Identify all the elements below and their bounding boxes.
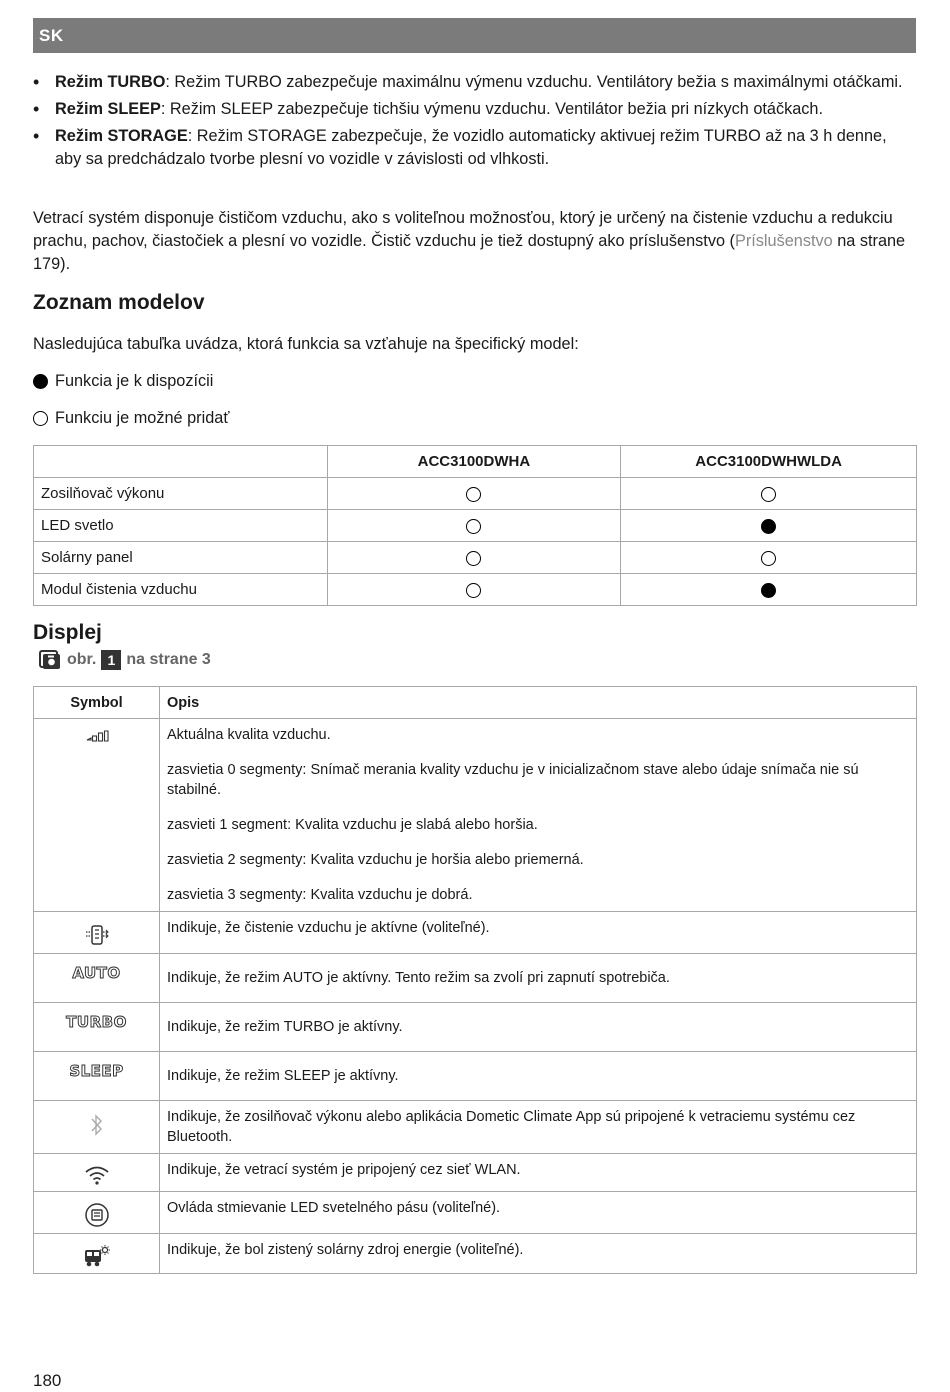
list-item bbox=[33, 98, 916, 121]
description-cell bbox=[160, 1154, 917, 1192]
bullet-term: Režim TURBO bbox=[55, 73, 166, 91]
availability-cell bbox=[327, 574, 621, 606]
filled-circle-icon bbox=[33, 374, 48, 389]
description-cell bbox=[160, 1234, 917, 1274]
symbol-cell bbox=[34, 1101, 160, 1154]
description-text: Indikuje, že čistenie vzduchu je aktívne (voliteľné). bbox=[167, 920, 490, 936]
description-text: zasvietia 0 segmenty: Snímač merania kvality vzduchu je v inicializačnom stave alebo údaje snímača nie sú stabilné. bbox=[167, 762, 859, 798]
description-cell bbox=[160, 954, 917, 1003]
availability-cell bbox=[621, 478, 917, 510]
description-cell bbox=[160, 1101, 917, 1154]
description-cell bbox=[160, 1192, 917, 1234]
table-row bbox=[34, 1003, 917, 1052]
description-text: zasvietia 2 segmenty: Kvalita vzduchu je horšia alebo priemerná. bbox=[167, 852, 584, 868]
symbol-cell bbox=[34, 1003, 160, 1052]
bullet-text: : Režim STORAGE zabezpečuje, že vozidlo automaticky aktivuej režim TURBO až na 3 h denne, aby sa predchádzalo tvorbe plesní vo vozidle v závislosti od vlhkosti. bbox=[55, 127, 887, 168]
table-row bbox=[34, 510, 917, 542]
language-header-bar: SK bbox=[33, 18, 916, 53]
description-text: Indikuje, že režim SLEEP je aktívny. bbox=[167, 1068, 399, 1084]
figure-reference[interactable] bbox=[39, 650, 211, 670]
symbol-cell bbox=[34, 1192, 160, 1234]
table-row bbox=[34, 954, 917, 1003]
availability-cell bbox=[327, 510, 621, 542]
description-text: Indikuje, že bol zistený solárny zdroj energie (voliteľné). bbox=[167, 1242, 524, 1258]
legend-addable bbox=[33, 407, 229, 429]
column-header: Opis bbox=[160, 687, 917, 719]
description-text: zasvieti 1 segment: Kvalita vzduchu je slabá alebo horšia. bbox=[167, 817, 538, 833]
table-row bbox=[34, 1101, 917, 1154]
table-row bbox=[34, 478, 917, 510]
bullet-term: Režim STORAGE bbox=[55, 127, 188, 145]
models-heading: Zoznam modelov bbox=[33, 291, 205, 314]
symbol-cell bbox=[34, 1154, 160, 1192]
feature-label: LED svetlo bbox=[34, 510, 328, 542]
description-text: Aktuálna kvalita vzduchu. bbox=[167, 727, 331, 743]
figure-suffix: na strane 3 bbox=[126, 651, 211, 668]
description-text: zasvietia 3 segmenty: Kvalita vzduchu je dobrá. bbox=[167, 887, 473, 903]
description-cell bbox=[160, 912, 917, 954]
figure-prefix: obr. bbox=[67, 651, 97, 668]
figure-number: 1 bbox=[101, 650, 121, 670]
models-description: Nasledujúca tabuľka uvádza, ktorá funkcia sa vzťahuje na špecifický model: bbox=[33, 335, 579, 353]
legend-available-label: Funkcia je k dispozícii bbox=[55, 372, 214, 390]
description-text: Indikuje, že zosilňovač výkonu alebo aplikácia Dometic Climate App sú pripojené k vetraciemu systému cez Bluetooth. bbox=[167, 1109, 856, 1145]
list-item bbox=[33, 125, 916, 171]
empty-circle-icon bbox=[466, 583, 481, 598]
camera-icon bbox=[39, 650, 61, 670]
description-cell bbox=[160, 1052, 917, 1101]
filled-circle-icon bbox=[761, 519, 776, 534]
air-quality-icon bbox=[85, 731, 109, 747]
feature-label: Solárny panel bbox=[34, 542, 328, 574]
mode-bullet-list bbox=[33, 71, 916, 175]
auto-mode-icon: AUTO bbox=[72, 964, 121, 982]
empty-circle-icon bbox=[466, 551, 481, 566]
bullet-text: : Režim SLEEP zabezpečuje tichšiu výmenu vzduchu. Ventilátor bežia pri nízkych otáčkach. bbox=[160, 100, 824, 118]
bullet-term: Režim SLEEP bbox=[55, 100, 161, 118]
empty-circle-icon bbox=[466, 487, 481, 502]
table-row bbox=[34, 1192, 917, 1234]
list-item bbox=[33, 71, 916, 94]
table-header-row bbox=[34, 446, 917, 478]
wifi-icon bbox=[84, 1174, 110, 1190]
column-header bbox=[34, 446, 328, 478]
symbol-cell bbox=[34, 1234, 160, 1274]
intro-paragraph bbox=[33, 207, 916, 276]
intro-text-end: na strane 179). bbox=[33, 232, 906, 273]
empty-circle-icon bbox=[466, 519, 481, 534]
description-text: Ovláda stmievanie LED svetelného pásu (voliteľné). bbox=[167, 1200, 501, 1216]
bluetooth-icon bbox=[89, 1127, 105, 1143]
symbol-cell bbox=[34, 1052, 160, 1101]
legend-addable-label: Funkciu je možné pridať bbox=[55, 409, 230, 427]
table-row bbox=[34, 719, 917, 912]
turbo-mode-icon: TURBO bbox=[66, 1013, 127, 1031]
intro-text: Vetrací systém disponuje čističom vzduchu, ako s voliteľnou možnosťou, ktorý je určený na čistenie vzduchu a redukciu prachu, pachov, čiastočiek a plesní vo vozidle. Čistič vzduchu je tiež dostupný ako príslušenstvo ( bbox=[33, 209, 893, 250]
accessories-link[interactable]: Príslušenstvo bbox=[734, 232, 833, 250]
feature-label: Zosilňovač výkonu bbox=[34, 478, 328, 510]
legend-available bbox=[33, 370, 213, 392]
empty-circle-icon bbox=[761, 487, 776, 502]
table-row bbox=[34, 574, 917, 606]
table-row bbox=[34, 1154, 917, 1192]
led-dimming-icon bbox=[84, 1216, 110, 1232]
display-table bbox=[33, 686, 917, 1274]
filled-circle-icon bbox=[761, 583, 776, 598]
models-table bbox=[33, 445, 917, 606]
column-header: Symbol bbox=[34, 687, 160, 719]
page-number: 180 bbox=[33, 1371, 62, 1390]
availability-cell bbox=[327, 478, 621, 510]
display-heading: Displej bbox=[33, 621, 102, 644]
availability-cell bbox=[621, 510, 917, 542]
symbol-cell bbox=[34, 719, 160, 912]
table-header-row bbox=[34, 687, 917, 719]
table-row bbox=[34, 542, 917, 574]
symbol-cell bbox=[34, 954, 160, 1003]
air-purification-icon bbox=[84, 936, 110, 952]
table-row bbox=[34, 1234, 917, 1274]
empty-circle-icon bbox=[33, 411, 48, 426]
table-row bbox=[34, 1052, 917, 1101]
column-header: ACC3100DWHWLDA bbox=[621, 446, 917, 478]
availability-cell bbox=[327, 542, 621, 574]
availability-cell bbox=[621, 574, 917, 606]
symbol-cell bbox=[34, 912, 160, 954]
table-row bbox=[34, 912, 917, 954]
empty-circle-icon bbox=[761, 551, 776, 566]
feature-label: Modul čistenia vzduchu bbox=[34, 574, 328, 606]
availability-cell bbox=[621, 542, 917, 574]
description-cell bbox=[160, 719, 917, 912]
description-text: Indikuje, že režim AUTO je aktívny. Tento režim sa zvolí pri zapnutí spotrebiča. bbox=[167, 970, 670, 986]
description-text: Indikuje, že režim TURBO je aktívny. bbox=[167, 1019, 403, 1035]
description-text: Indikuje, že vetrací systém je pripojený cez sieť WLAN. bbox=[167, 1162, 521, 1178]
column-header: ACC3100DWHA bbox=[327, 446, 621, 478]
description-cell bbox=[160, 1003, 917, 1052]
sleep-mode-icon: SLEEP bbox=[69, 1062, 124, 1080]
solar-energy-icon bbox=[83, 1256, 111, 1272]
bullet-text: : Režim TURBO zabezpečuje maximálnu výmenu vzduchu. Ventilátory bežia s maximálnymi otáčkami. bbox=[165, 73, 903, 91]
